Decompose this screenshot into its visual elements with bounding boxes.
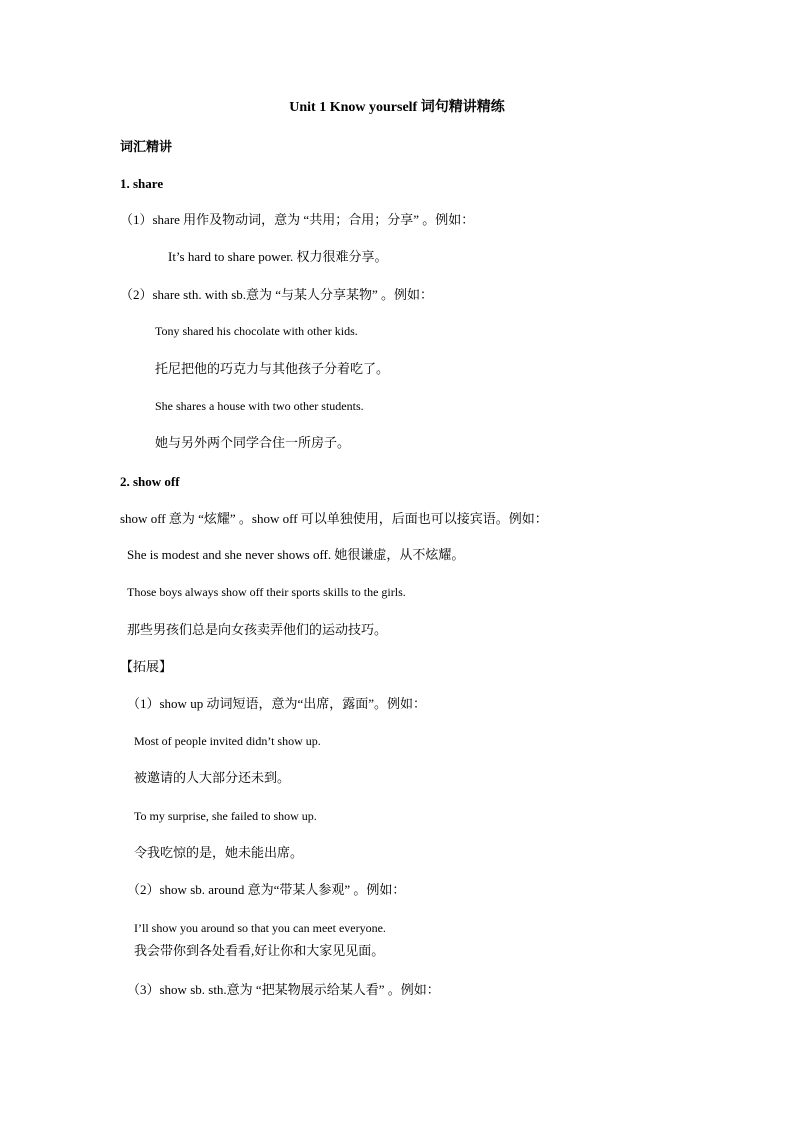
extension-1: （1）show up 动词短语，意为“出席，露面”。例如： bbox=[127, 696, 426, 711]
extension-heading: 【拓展】 bbox=[120, 659, 173, 674]
extension-1-example-2-en: To my surprise, she failed to show up. bbox=[134, 809, 317, 823]
item-2-example-2-en: Those boys always show off their sports skills to the girls. bbox=[127, 585, 406, 599]
page-title: Unit 1 Know yourself 词句精讲精练 bbox=[289, 100, 505, 115]
section-heading: 词汇精讲 bbox=[120, 139, 173, 154]
extension-2-example-en: I’ll show you around so that you can meet everyone. bbox=[134, 921, 386, 935]
item-2-definition: show off 意为 “炫耀” 。show off 可以单独使用，后面也可以接宾语。例如： bbox=[120, 511, 548, 526]
extension-1-example-2-zh: 令我吃惊的是，她未能出席。 bbox=[134, 845, 304, 860]
item-1-sense-1: （1）share 用作及物动词，意为 “共用；合用；分享” 。例如： bbox=[120, 212, 475, 227]
item-1-example-1-zh: 托尼把他的巧克力与其他孩子分着吃了。 bbox=[155, 361, 390, 376]
extension-1-example-1-en: Most of people invited didn’t show up. bbox=[134, 734, 321, 748]
item-2-example-2-zh: 那些男孩们总是向女孩卖弄他们的运动技巧。 bbox=[127, 622, 388, 637]
extension-2-example-zh: 我会带你到各处看看,好让你和大家见见面。 bbox=[134, 943, 385, 958]
extension-3: （3）show sb. sth.意为 “把某物展示给某人看” 。例如： bbox=[127, 982, 440, 997]
item-1-example-1-en: Tony shared his chocolate with other kids. bbox=[155, 324, 358, 338]
extension-1-example-1-zh: 被邀请的人大部分还未到。 bbox=[134, 770, 291, 785]
extension-2: （2）show sb. around 意为“带某人参观” 。例如： bbox=[127, 882, 406, 897]
item-2-example-1: She is modest and she never shows off. 她很谦虚，从不炫耀。 bbox=[127, 547, 465, 562]
item-1-example-2-zh: 她与另外两个同学合住一所房子。 bbox=[155, 435, 351, 450]
item-1-sense-2: （2）share sth. with sb.意为 “与某人分享某物” 。例如： bbox=[120, 287, 434, 302]
item-1-example-2-en: She shares a house with two other students. bbox=[155, 399, 364, 413]
item-1-heading: 1. share bbox=[120, 176, 164, 191]
item-2-heading: 2. show off bbox=[120, 474, 180, 489]
item-1-sense-1-example: It’s hard to share power. 权力很难分享。 bbox=[168, 249, 388, 264]
